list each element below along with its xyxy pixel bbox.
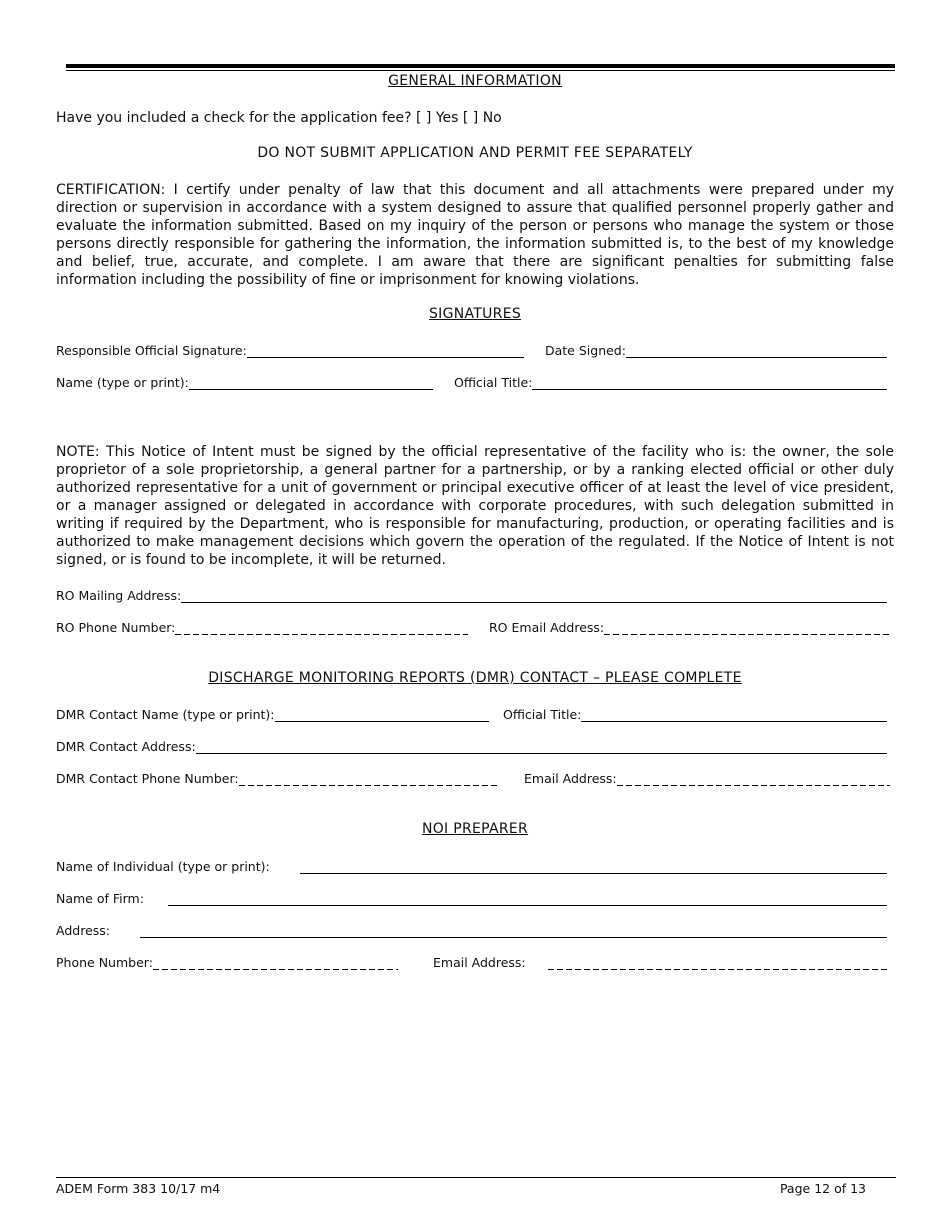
preparer-address-field[interactable] bbox=[56, 920, 887, 938]
ro-name-label: Name (type or print): bbox=[56, 375, 189, 390]
preparer-individual-row bbox=[56, 856, 894, 874]
preparer-phone-field[interactable] bbox=[56, 952, 398, 970]
preparer-address-label: Address: bbox=[56, 923, 110, 938]
dmr-official-title-line[interactable] bbox=[581, 708, 887, 722]
dmr-contact-phone-field[interactable] bbox=[56, 768, 499, 786]
signature-note: NOTE: This Notice of Intent must be signed by the official representative of the facility who is: the owner, the sole proprietor of a sole proprietorship, a general partner for a partnership, or by a ranking elected official or other duly authorized representative for a unit of government or principal executive officer of at least the level of vice president, or a manager assigned or delegated in accordance with corporate procedures, with such delegation submitted in writing if required by the Department, who is responsible for manufacturing, production, or operating facilities and is authorized to make management decisions which govern the operation of the regulated. If the Notice of Intent is not signed, or is found to be incomplete, it will be returned. bbox=[56, 444, 894, 568]
ro-phone-field[interactable] bbox=[56, 617, 468, 635]
ro-signature-label: Responsible Official Signature: bbox=[56, 343, 247, 358]
date-signed-label: Date Signed: bbox=[545, 343, 626, 358]
ro-mailing-line[interactable] bbox=[181, 589, 887, 603]
preparer-contact-row bbox=[56, 952, 894, 970]
preparer-firm-field[interactable] bbox=[56, 888, 887, 906]
ro-phone-label: RO Phone Number: bbox=[56, 620, 176, 635]
dmr-contact-name-label: DMR Contact Name (type or print): bbox=[56, 707, 275, 722]
ro-email-line[interactable] bbox=[604, 622, 890, 635]
ro-email-field[interactable] bbox=[489, 617, 890, 635]
ro-name-line[interactable] bbox=[189, 376, 433, 390]
ro-signature-field[interactable] bbox=[56, 340, 524, 358]
signatures-heading: SIGNATURES bbox=[428, 306, 522, 322]
dmr-contact-address-label: DMR Contact Address: bbox=[56, 739, 196, 754]
preparer-phone-line[interactable] bbox=[153, 957, 398, 970]
dmr-contact-phone-line[interactable] bbox=[239, 773, 499, 786]
preparer-email-line[interactable] bbox=[548, 957, 890, 970]
preparer-phone-label: Phone Number: bbox=[56, 955, 153, 970]
certification-text: CERTIFICATION: I certify under penalty of law that this document and all attachments were prepared under my direction or supervision in accordance with a system designed to assure that qualified personnel properly gather and evaluate the information submitted. Based on my inquiry of the person or persons who manage the system or those persons directly responsible for gathering the information, the information submitted is, to the best of my knowledge and belief, true, accurate, and complete. I am aware that there are significant penalties for submitting false information including the possibility of fine or imprisonment for knowing violations. bbox=[56, 182, 894, 288]
preparer-address-row bbox=[56, 920, 894, 938]
ro-official-title-line[interactable] bbox=[532, 376, 887, 390]
preparer-individual-label: Name of Individual (type or print): bbox=[56, 859, 270, 874]
application-fee-question[interactable]: Have you included a check for the application fee? [ ] Yes [ ] No bbox=[56, 110, 502, 126]
top-rule-thin bbox=[66, 70, 895, 71]
ro-mailing-row bbox=[56, 585, 894, 603]
ro-official-title-label: Official Title: bbox=[454, 375, 533, 390]
ro-official-title-field[interactable] bbox=[454, 372, 887, 390]
ro-mailing-field[interactable] bbox=[56, 585, 887, 603]
dmr-phone-row bbox=[56, 768, 894, 786]
dmr-contact-heading: DISCHARGE MONITORING REPORTS (DMR) CONTACT – PLEASE COMPLETE bbox=[208, 670, 742, 686]
signature-row bbox=[56, 340, 894, 358]
preparer-email-field[interactable] bbox=[433, 952, 890, 970]
page-number: Page 12 of 13 bbox=[779, 1181, 866, 1196]
general-information-heading: GENERAL INFORMATION bbox=[388, 73, 562, 89]
noi-preparer-heading: NOI PREPARER bbox=[421, 821, 529, 837]
dmr-address-row bbox=[56, 736, 894, 754]
ro-name-field[interactable] bbox=[56, 372, 433, 390]
top-rule-thick bbox=[66, 64, 895, 68]
dmr-official-title-field[interactable] bbox=[503, 704, 887, 722]
preparer-individual-line[interactable] bbox=[300, 860, 887, 874]
fee-notice: DO NOT SUBMIT APPLICATION AND PERMIT FEE SEPARATELY bbox=[257, 145, 693, 161]
preparer-address-line[interactable] bbox=[140, 924, 887, 938]
dmr-contact-name-field[interactable] bbox=[56, 704, 489, 722]
dmr-official-title-label: Official Title: bbox=[503, 707, 582, 722]
date-signed-line[interactable] bbox=[626, 344, 887, 358]
footer-rule bbox=[56, 1177, 896, 1178]
preparer-firm-label: Name of Firm: bbox=[56, 891, 144, 906]
preparer-email-label: Email Address: bbox=[433, 955, 526, 970]
preparer-firm-line[interactable] bbox=[168, 892, 887, 906]
dmr-contact-name-line[interactable] bbox=[275, 708, 489, 722]
dmr-name-row bbox=[56, 704, 894, 722]
dmr-contact-address-line[interactable] bbox=[196, 740, 887, 754]
dmr-email-field[interactable] bbox=[524, 768, 890, 786]
date-signed-field[interactable] bbox=[545, 340, 887, 358]
dmr-contact-address-field[interactable] bbox=[56, 736, 887, 754]
ro-email-label: RO Email Address: bbox=[489, 620, 605, 635]
dmr-contact-phone-label: DMR Contact Phone Number: bbox=[56, 771, 239, 786]
form-id: ADEM Form 383 10/17 m4 bbox=[56, 1181, 221, 1196]
ro-phone-line[interactable] bbox=[175, 622, 468, 635]
ro-contact-row bbox=[56, 617, 894, 635]
preparer-individual-field[interactable] bbox=[56, 856, 887, 874]
dmr-email-label: Email Address: bbox=[524, 771, 617, 786]
dmr-email-line[interactable] bbox=[617, 773, 890, 786]
ro-mailing-label: RO Mailing Address: bbox=[56, 588, 182, 603]
ro-signature-line[interactable] bbox=[247, 344, 524, 358]
name-title-row bbox=[56, 372, 894, 390]
preparer-firm-row bbox=[56, 888, 894, 906]
